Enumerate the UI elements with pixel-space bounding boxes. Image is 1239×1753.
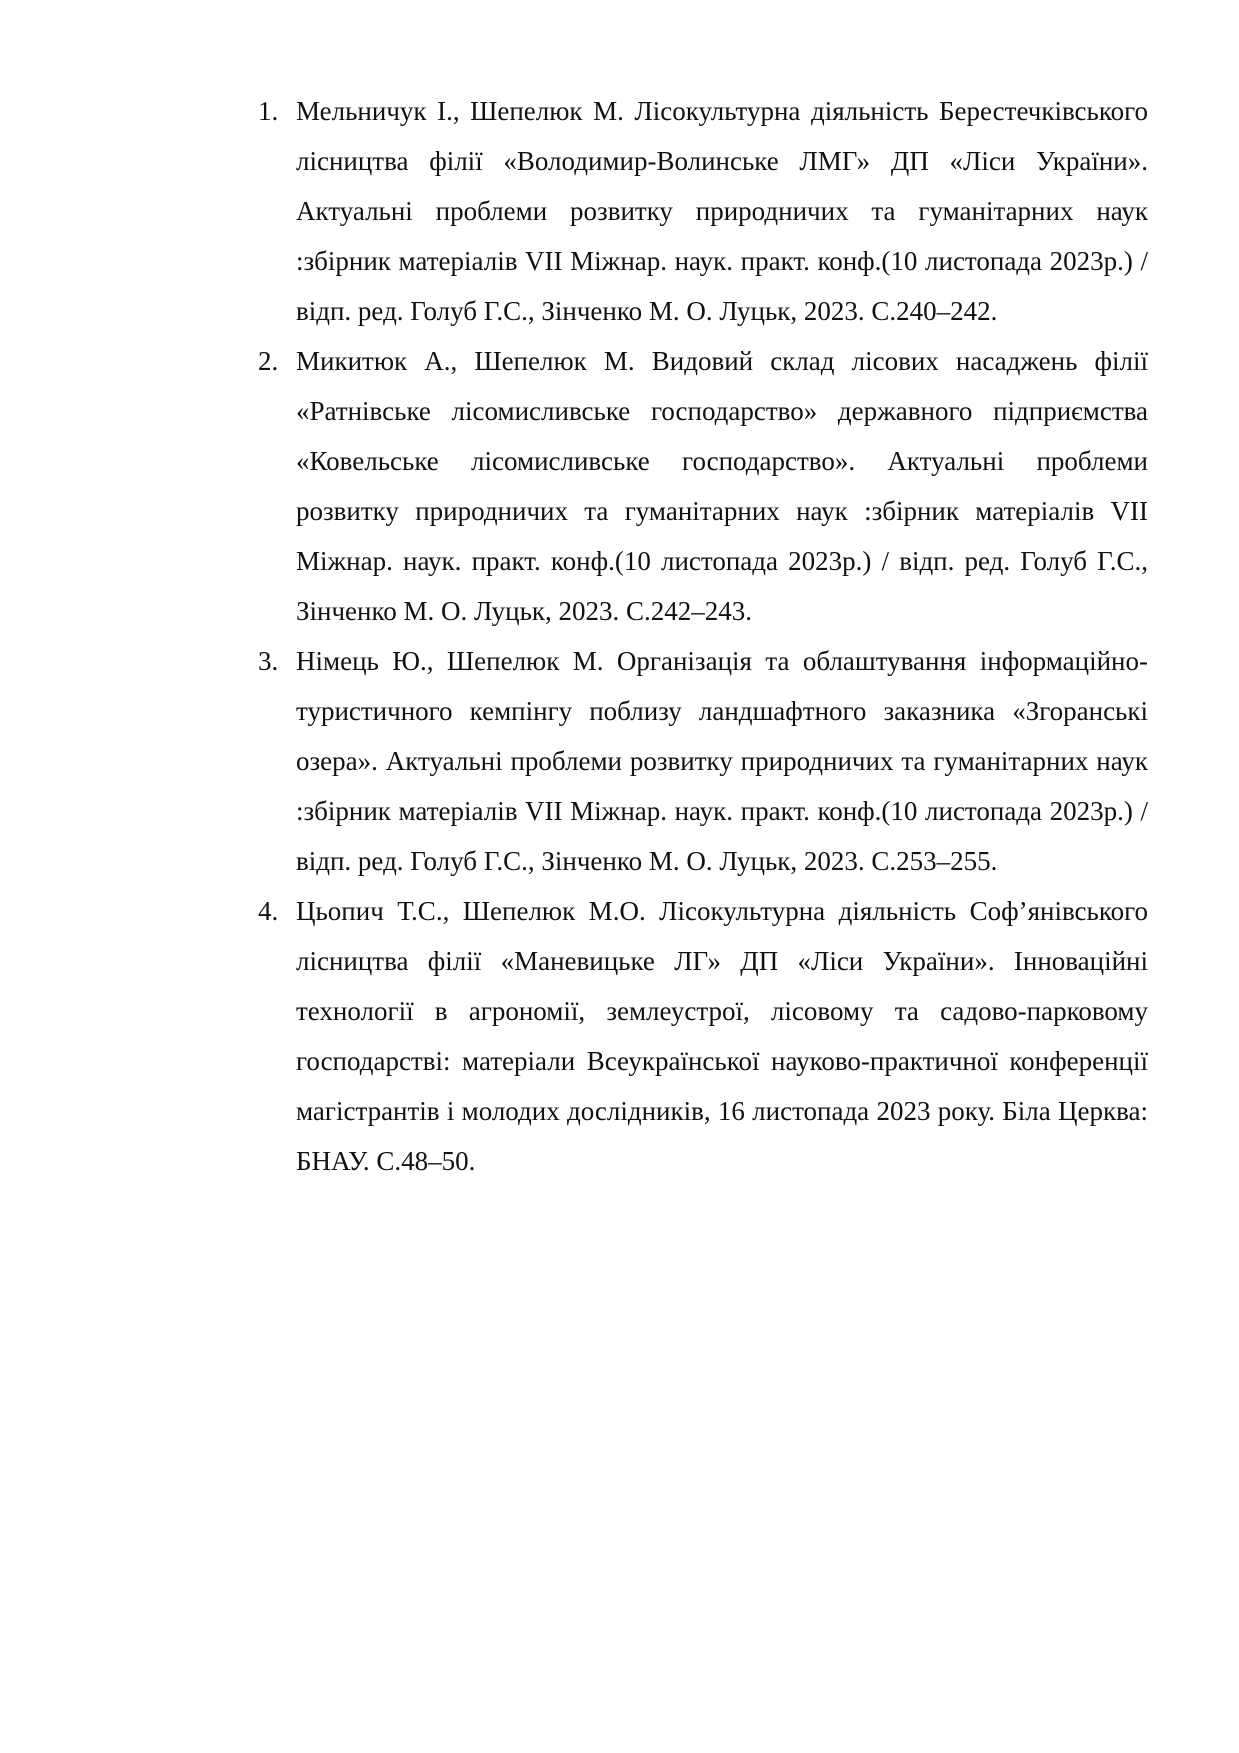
reference-number: 2.	[258, 346, 279, 376]
reference-item	[258, 86, 1148, 336]
reference-item	[258, 886, 1148, 1186]
reference-text: Микитюк А., Шепелюк М. Видовий склад лісових насаджень філії «Ратнівське лісомисливське господарство» державного підприємства «Ковельське лісомисливське господарство». Актуальні проблеми розвитку природничих та гуманітарних наук :збірник матеріалів VII Міжнар. наук. практ. конф.(10 листопада 2023р.) / відп. ред. Голуб Г.С., Зінченко М. О. Луцьк, 2023. С.242–243.	[296, 346, 1148, 626]
reference-number: 1.	[258, 96, 279, 126]
reference-number: 4.	[258, 896, 279, 926]
reference-item	[258, 636, 1148, 886]
reference-number: 3.	[258, 646, 279, 676]
reference-text: Цьопич Т.С., Шепелюк М.О. Лісокультурна діяльність Соф’янівського лісництва філії «Маневицьке ЛГ» ДП «Ліси України». Інноваційні технології в агрономії, землеустрої, лісовому та садово-парковому господарстві: матеріали Всеукраїнської науково-практичної конференції магістрантів і молодих дослідників, 16 листопада 2023 року. Біла Церква: БНАУ. С.48–50.	[296, 896, 1148, 1176]
reference-text: Мельничук І., Шепелюк М. Лісокультурна діяльність Берестечківського лісництва філії «Володимир-Волинське ЛМГ» ДП «Ліси України». Актуальні проблеми розвитку природничих та гуманітарних наук :збірник матеріалів VII Міжнар. наук. практ. конф.(10 листопада 2023р.) / відп. ред. Голуб Г.С., Зінченко М. О. Луцьк, 2023. С.240–242.	[296, 96, 1148, 326]
reference-item	[258, 336, 1148, 636]
reference-text: Німець Ю., Шепелюк М. Організація та облаштування інформаційно-туристичного кемпінгу поблизу ландшафтного заказника «Згоранські озера». Актуальні проблеми розвитку природничих та гуманітарних наук :збірник матеріалів VII Міжнар. наук. практ. конф.(10 листопада 2023р.) / відп. ред. Голуб Г.С., Зінченко М. О. Луцьк, 2023. С.253–255.	[296, 646, 1148, 876]
reference-list	[258, 86, 1148, 1186]
